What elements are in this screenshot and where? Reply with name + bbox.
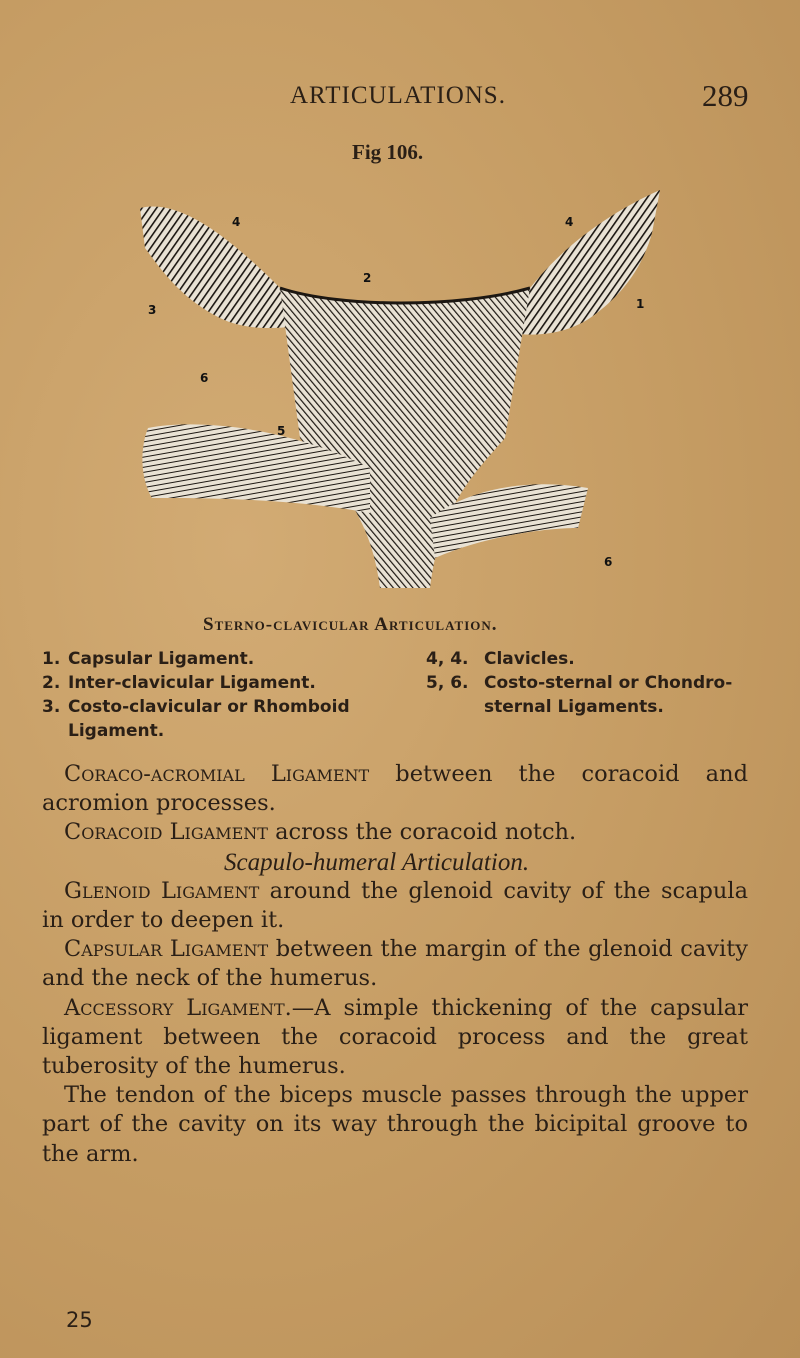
term: Capsular Ligament <box>64 936 269 963</box>
figure-label: Fig 106. <box>352 140 424 164</box>
legend-item: Inter-clavicular Ligament. <box>68 673 316 693</box>
legend-item-continued: sternal Ligaments. <box>484 697 664 717</box>
marker-2: 2 <box>363 271 372 285</box>
marker-1: 1 <box>636 297 645 311</box>
legend-left <box>42 647 382 743</box>
legend-num: 5, 6. <box>426 673 469 693</box>
legend-item: Costo-clavicular or Rhomboid <box>68 697 350 717</box>
body-text <box>42 760 748 1169</box>
term: Glenoid Ligament <box>64 877 260 904</box>
paragraph: The tendon of the biceps muscle passes through the upper part of the cavity on its way through the bicipital groove to the arm. <box>42 1082 748 1167</box>
paragraph-text: around the glenoid cavity of the scapula in order to deepen it. <box>42 877 749 934</box>
figure-caption: Sterno-clavicular Articulation. <box>203 614 498 635</box>
marker-6-upper: 6 <box>200 371 209 385</box>
paragraph <box>42 877 748 935</box>
marker-4-right: 4 <box>565 215 574 229</box>
legend-item: Costo-sternal or Chondro- <box>484 673 733 693</box>
legend-item: Clavicles. <box>484 649 575 669</box>
term: Coracoid Ligament <box>64 819 268 846</box>
term: Accessory Ligament. <box>64 994 292 1021</box>
paragraph <box>42 994 748 1082</box>
paragraph-text: across the coracoid notch. <box>267 819 577 846</box>
marker-5: 5 <box>277 424 286 438</box>
page-number: 289 <box>702 78 749 113</box>
marker-3: 3 <box>148 303 157 317</box>
legend-num: 1. <box>42 649 61 669</box>
paragraph <box>42 760 748 818</box>
sterno-clavicular-illustration <box>140 178 660 598</box>
sternum <box>280 288 530 588</box>
legend-item: Capsular Ligament. <box>68 649 255 669</box>
marker-6-lower: 6 <box>604 555 613 569</box>
section-subheading: Scapulo-humeral Articulation. <box>224 848 530 876</box>
running-head: ARTICULATIONS. <box>290 82 506 109</box>
paragraph-text: —A simple thickening of the capsular ligament between the coracoid process and the great tuberosity of the humerus. <box>42 994 748 1080</box>
legend-num: 2. <box>42 673 61 693</box>
paragraph <box>42 818 748 847</box>
signature-mark: 25 <box>66 1308 93 1332</box>
paragraph-text: between the margin of the glenoid cavity and the neck of the humerus. <box>42 936 748 992</box>
marker-4-left: 4 <box>232 215 241 229</box>
legend-item-continued: Ligament. <box>68 721 165 741</box>
term: Coraco-acromial Ligament <box>64 761 370 787</box>
legend-num: 4, 4. <box>426 649 469 669</box>
legend-num: 3. <box>42 697 61 717</box>
legend-right <box>426 647 786 719</box>
paragraph-text: between the coracoid and acromion processes. <box>42 761 748 817</box>
paragraph <box>42 935 748 993</box>
